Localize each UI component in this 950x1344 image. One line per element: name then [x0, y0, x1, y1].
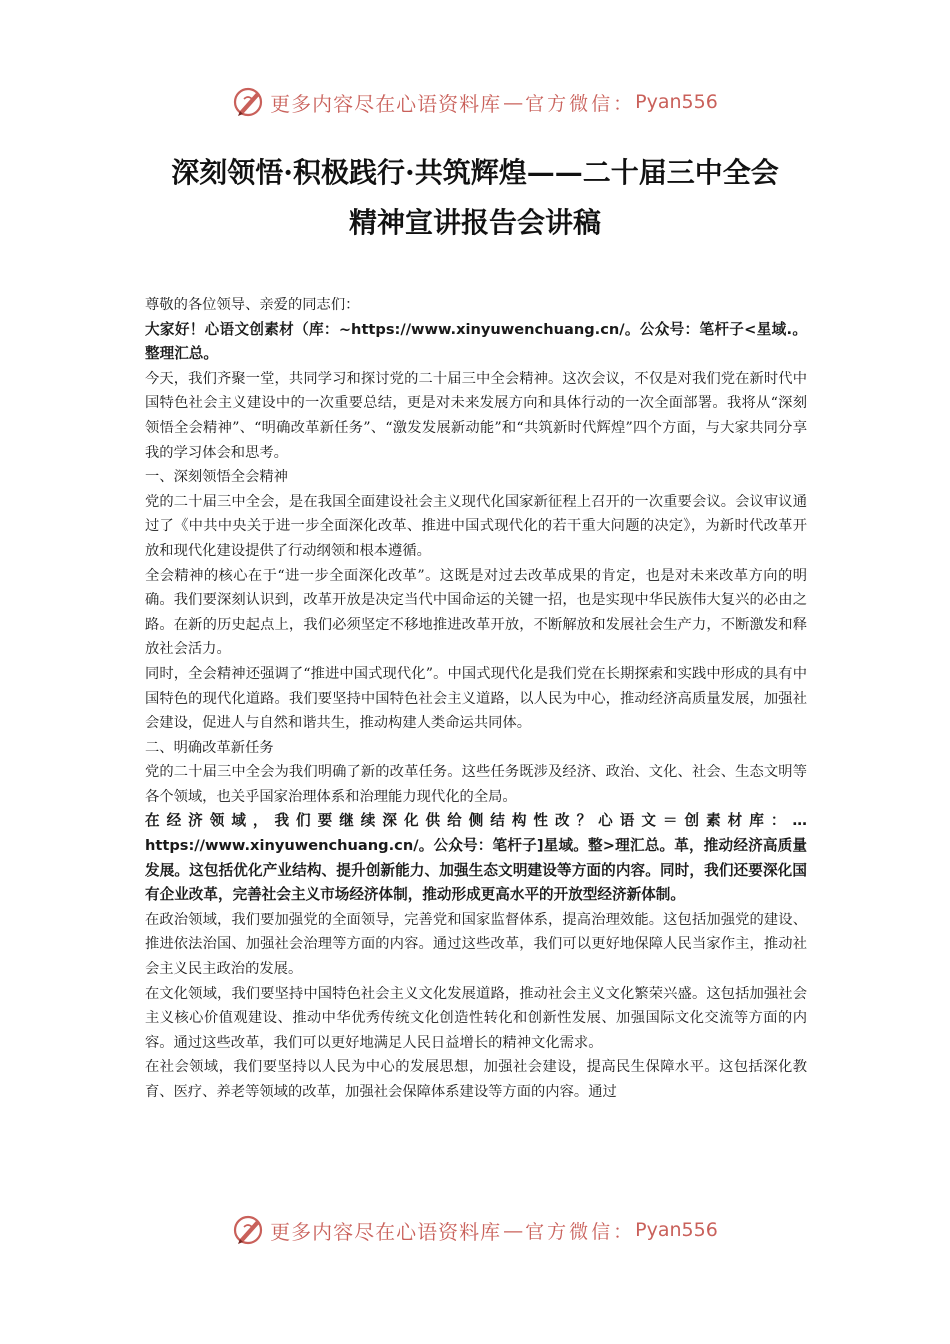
footer-watermark-banner	[0, 1210, 950, 1250]
document-body	[145, 293, 807, 1105]
pen-logo-icon	[232, 85, 266, 119]
title-line-2: 精神宣讲报告会讲稿	[348, 206, 601, 239]
title-line-1: 深刻领悟·积极践行·共筑辉煌——二十届三中全会	[171, 156, 779, 189]
body-paragraph: 党的二十届三中全会为我们明确了新的改革任务。这些任务既涉及经济、政治、文化、社会、生态文明等各个领域，也关乎国家治理体系和治理能力现代化的全局。	[145, 764, 807, 805]
body-paragraph: 党的二十届三中全会，是在我国全面建设社会主义现代化国家新征程上召开的一次重要会议。会议审议通过了《中共中央关于进一步全面深化改革、推进中国式现代化的若干重大问题的决定》，为新时代改革开放和现代化建设提供了行动纲领和根本遵循。	[145, 493, 807, 559]
body-paragraph: 在文化领域，我们要坚持中国特色社会主义文化发展道路，推动社会主义文化繁荣兴盛。这包括加强社会主义核心价值观建设、推动中华优秀传统文化创造性转化和创新性发展、加强国际文化交流等方面的内容。通过这些改革，我们可以更好地满足人民日益增长的精神文化需求。	[145, 985, 807, 1051]
pen-logo-icon	[232, 1213, 266, 1247]
salutation-paragraph: 尊敬的各位领导、亲爱的同志们：	[145, 297, 360, 313]
body-paragraph: 在社会领域，我们要坚持以人民为中心的发展思想，加强社会建设，提高民生保障水平。这包括深化教育、医疗、养老等领域的改革，加强社会保障体系建设等方面的内容。通过	[145, 1059, 807, 1100]
banner-prefix-text: 更多内容尽在心语资料库	[270, 91, 502, 116]
body-paragraph: 同时，全会精神还强调了“推进中国式现代化”。中国式现代化是我们党在长期探索和实践中形成的具有中国特色的现代化道路。我们要坚持中国特色社会主义道路，以人民为中心，推动经济高质量发展，加强社会建设，促进人与自然和谐共生，推动构建人类命运共同体。	[145, 665, 807, 732]
body-paragraph: 在政治领域，我们要加强党的全面领导，完善党和国家监督体系，提高治理效能。这包括加强党的建设、推进依法治国、加强社会治理等方面的内容。通过这些改革，我们可以更好地保障人民当家作主，推动社会主义民主政治的发展。	[145, 911, 807, 978]
banner-wechat-id: Pyan556	[635, 1219, 718, 1241]
economic-paragraph: 在经济领域，我们要继续深化供给侧结构性改？心语文＝创素材库：…https://www.xinyuwenchuang.cn/。公众号：笔杆子]星域。整>理汇总。革，推动经济高质量发展。这包括优化产业结构、提升创新能力、加强生态文明建设等方面的内容。同时，我们还要深化国有企业改革，完善社会主义市场经济体制，推动形成更高水平的开放型经济新体制。	[145, 812, 807, 904]
body-paragraph: 全会精神的核心在于“进一步全面深化改革”。这既是对过去改革成果的肯定，也是对未来改革方向的明确。我们要深刻认识到，改革开放是决定当代中国命运的关键一招，也是实现中华民族伟大复兴的必由之路。在新的历史起点上，我们必须坚定不移地推进改革开放，不断解放和发展社会生产力，不断激发和释放社会活力。	[145, 567, 807, 658]
section-heading-2: 二、明确改革新任务	[145, 739, 274, 756]
header-watermark-banner	[0, 82, 950, 122]
banner-wechat-id: Pyan556	[635, 91, 718, 113]
source-note-paragraph: 大家好！心语文创素材（库：~https://www.xinyuwenchuang.cn/。公众号：笔杆子<星域.。整理汇总。	[145, 320, 807, 363]
banner-separator: —	[503, 90, 524, 114]
banner-wechat-label: 官方微信：	[525, 1220, 636, 1243]
banner-wechat-label: 官方微信：	[525, 92, 636, 115]
section-heading-1: 一、深刻领悟全会精神	[145, 469, 288, 486]
banner-separator: —	[503, 1218, 524, 1242]
document-title	[100, 148, 850, 248]
banner-prefix-text: 更多内容尽在心语资料库	[270, 1219, 502, 1244]
intro-paragraph: 今天，我们齐聚一堂，共同学习和探讨党的二十届三中全会精神。这次会议，不仅是对我们党在新时代中国特色社会主义建设中的一次重要总结，更是对未来发展方向和具体行动的一次全面部署。我将从“深刻领悟全会精神”、“明确改革新任务”、“激发发展新动能”和“共筑新时代辉煌”四个方面，与大家共同分享我的学习体会和思考。	[145, 370, 807, 461]
